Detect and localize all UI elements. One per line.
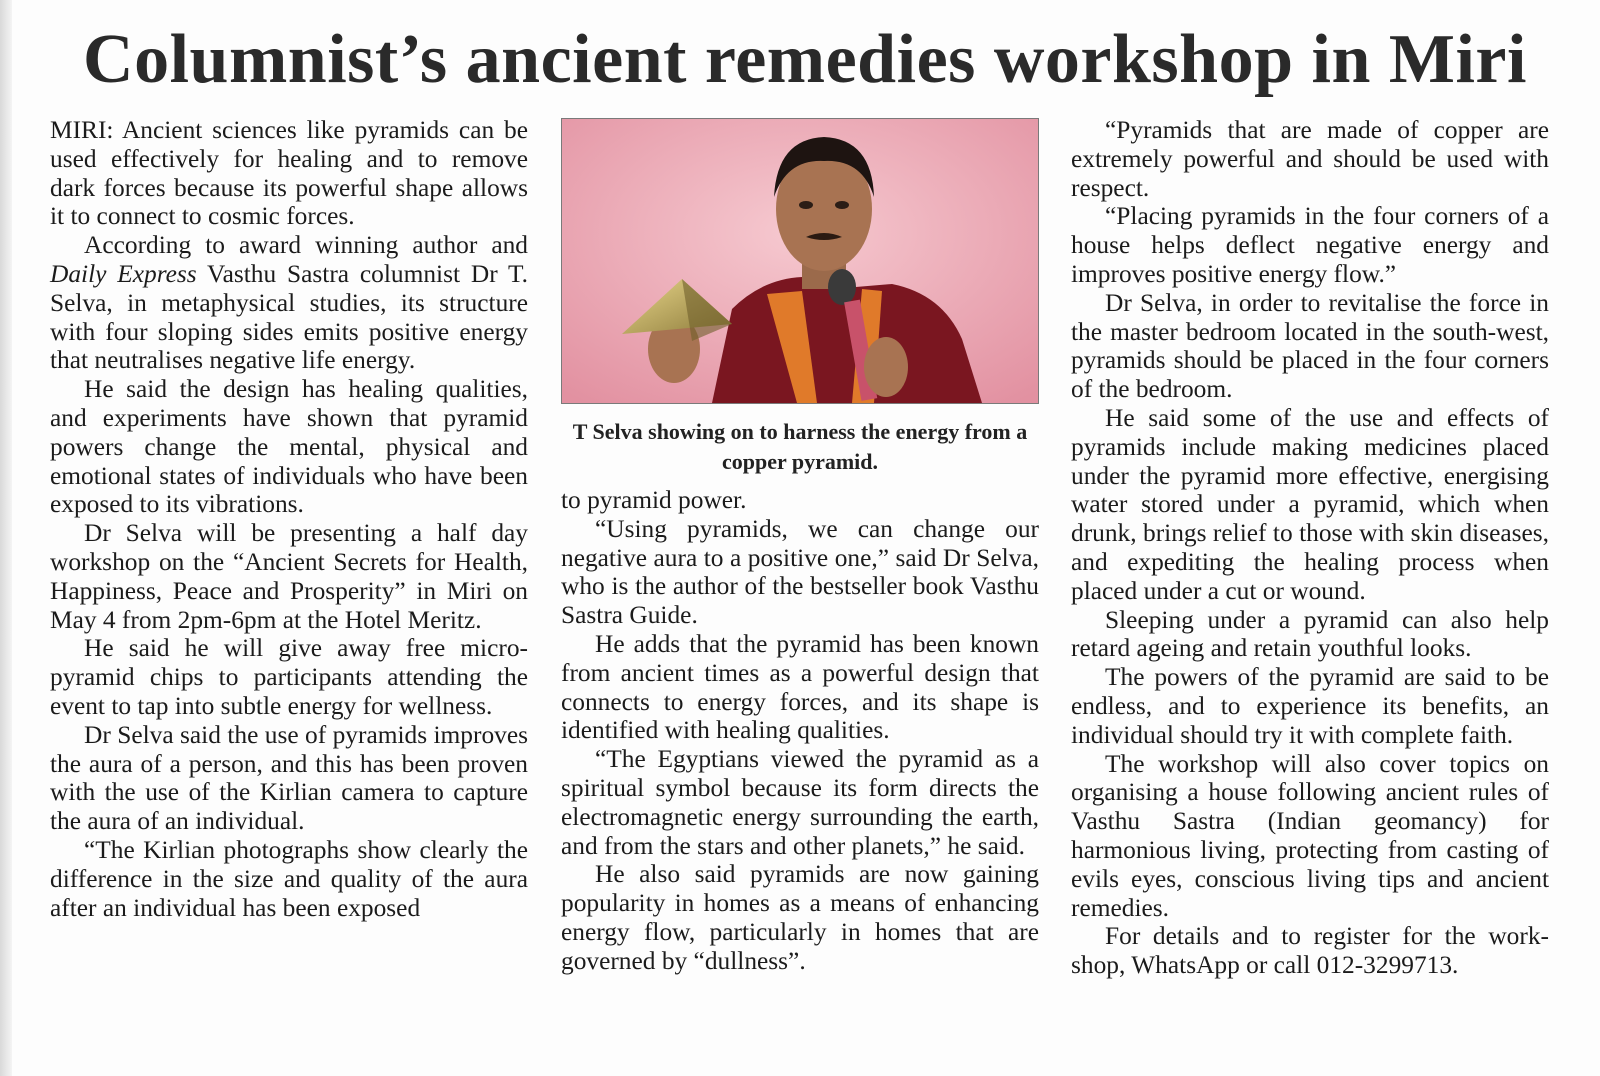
paragraph: He adds that the pyramid has been known from ancient times as a powerful design that connects to energy forces, and its shape is identified with healing qualities.: [561, 629, 1039, 745]
speaker-photo-illustration: [562, 119, 1038, 403]
paragraph: Dr Selva, in order to revitalise the force in the master bedroom located in the south-west, pyramids should be placed in the four corners of the bedroom.: [1071, 288, 1549, 404]
headline: Columnist’s ancient remedies workshop in Miri: [83, 21, 1527, 98]
paragraph: “Using pyramids, we can change our negative aura to a positive one,” said Dr Selva, who is the author of the bestseller book Vasthu Sastra Guide.: [561, 514, 1039, 630]
paragraph: [50, 231, 528, 375]
paragraph: MIRI: Ancient sciences like pyramids can be used effectively for healing and to remove dark forces because its powerful shape allows it to connect to cosmic forces.: [50, 116, 528, 231]
paragraph: He said he will give away free micro-pyramid chips to participants attending the event to tap into subtle energy for wellness.: [50, 634, 528, 720]
paragraph: Dr Selva will be presenting a half day workshop on the “Ancient Secrets for Health, Happiness, Peace and Prosperity” in Miri on May 4 from 2pm-6pm at the Hotel Meritz.: [50, 519, 528, 634]
article-photo: [561, 118, 1039, 404]
paragraph: “The Egyptians viewed the pyramid as a spiritual symbol because its form directs the electromagnetic energy surrounding the earth, and from the stars and other planets,” he said.: [561, 745, 1039, 860]
paragraph: to pyramid power.: [561, 486, 747, 514]
paragraph: “The Kirlian photographs show clearly the difference in the size and quality of the aura after an individual has been exposed: [50, 835, 528, 922]
paragraph: Dr Selva said the use of pyramids improves the aura of a person, and this has been proven with the use of the Kirlian camera to capture the aura of an individual.: [50, 720, 528, 836]
paragraph: “Placing pyramids in the four corners of a house helps deflect negative energy and improves positive energy flow.”: [1071, 202, 1549, 288]
article-column-3: [1071, 116, 1549, 980]
text-run: According to award winning author and: [84, 231, 528, 260]
article-column-1: [50, 116, 528, 922]
paragraph: The powers of the pyramid are said to be endless, and to experience its benefits, an individual should try it with complete faith.: [1071, 663, 1549, 749]
paragraph: For details and to register for the workshop, WhatsApp or call 012-3299713.: [1071, 922, 1549, 980]
photo-caption: T Selva showing on to harness the energy from a copper pyramid.: [572, 419, 1028, 474]
paragraph: He said some of the use and effects of pyramids include making medicines placed under the pyramid more effective, energising water stored under a pyramid, which when drunk, brings relief to those with skin diseases, and expediting the healing process when placed under a cut or wound.: [1071, 403, 1549, 605]
paragraph: He also said pyramids are now gaining popularity in homes as a means of enhancing energy flow, particularly in homes that are governed by “dullness”.: [561, 860, 1039, 975]
text-run: Vasthu Sastra columnist Dr T. Selva, in metaphysical studies, its structure with four sloping sides emits positive energy that neutralises negative life energy.: [50, 259, 528, 375]
paragraph: Sleeping under a pyramid can also help retard ageing and retain youthful looks.: [1071, 605, 1549, 663]
publication-name: Daily Express: [50, 259, 197, 288]
article-column-2: [561, 486, 1039, 976]
paragraph: He said the design has healing qualities, and experiments have shown that pyramid powers change the mental, physical and emotional states of individuals who have been exposed to its vibrations.: [50, 375, 528, 519]
page-edge-shadow: [0, 0, 12, 1076]
paragraph: “Pyramids that are made of copper are extremely powerful and should be used with respect.: [1071, 116, 1549, 202]
paragraph: The workshop will also cover topics on organising a house following ancient rules of Vasthu Sastra (Indian geomancy) for harmonious living, protecting from casting of evils eyes, conscious living tips and ancient remedies.: [1071, 749, 1549, 922]
